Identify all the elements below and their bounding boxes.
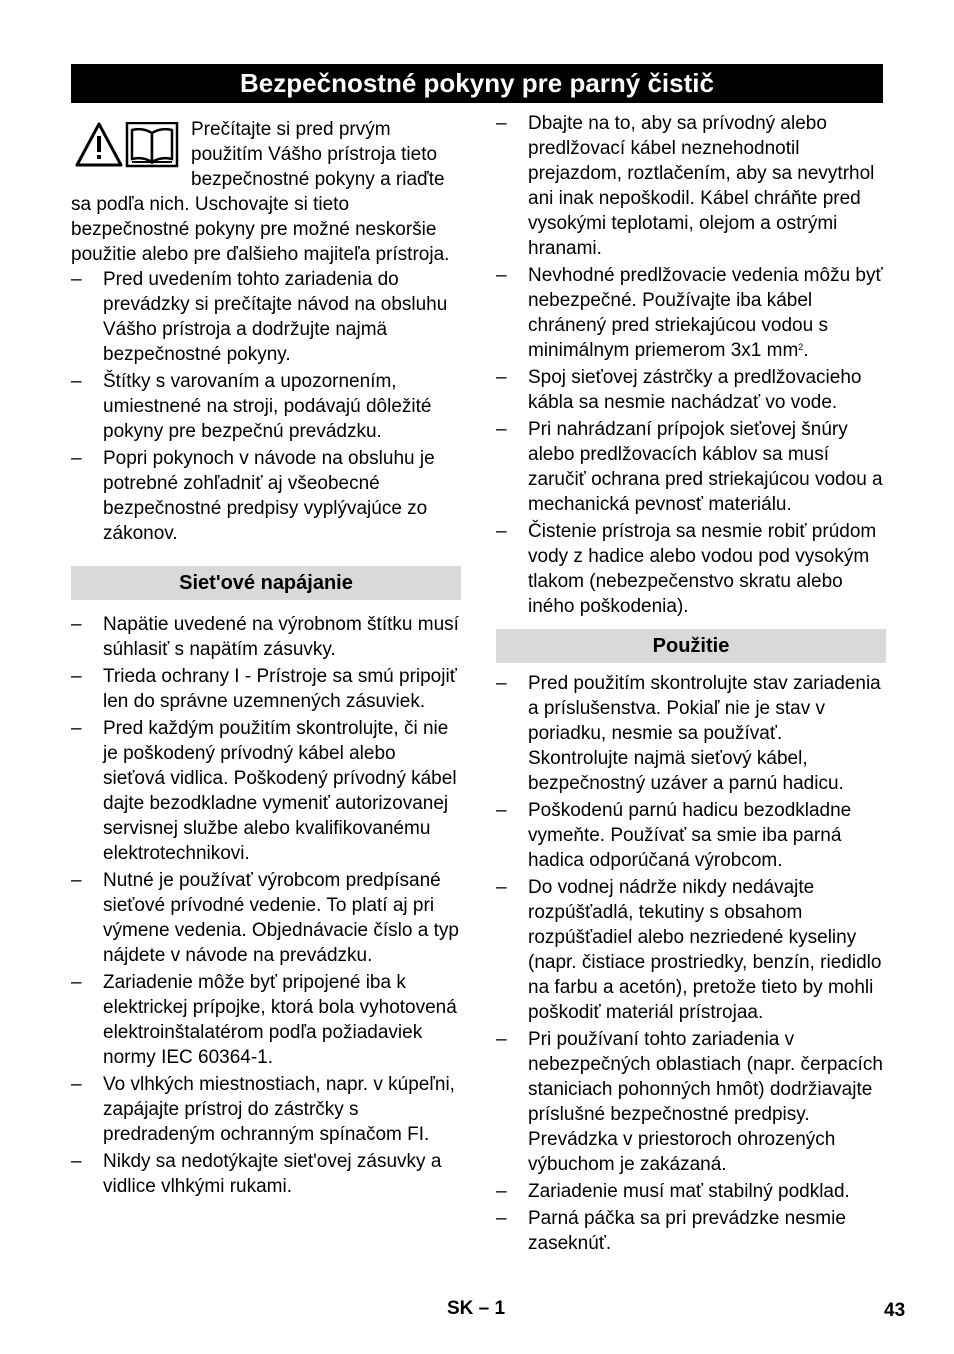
dash: – <box>496 800 507 821</box>
list-item: – Pri používaní tohto zariadenia v nebezpečných oblastiach (napr. čerpacích staniciach pohonných hmôt) dodržiavajte príslušné bezpečnostné predpisy. Prevádzka v priestoroch ohrozených výbuchom je zakázaná. <box>496 1029 883 1175</box>
dash: – <box>71 371 82 392</box>
section-heading-power: Siet'ové napájanie <box>71 566 461 600</box>
list-item: – Pred každým použitím skontrolujte, či nie je poškodený prívodný kábel alebo sieťová vidlica. Poškodený prívodný kábel dajte bezodkladne vymeniť autorizovanej servisnej službe alebo kvalifikovanému elektrotechnikovi. <box>71 718 457 864</box>
list-item: – Čistenie prístroja sa nesmie robiť prúdom vody z hadice alebo vodou pod vysokým tlakom (nebezpečenstvo skratu alebo iného poškodenia). <box>496 521 877 617</box>
dash: – <box>496 113 507 134</box>
dash: – <box>71 269 82 290</box>
dash: – <box>71 718 82 739</box>
dash: – <box>496 1208 507 1229</box>
list-item: – Zariadenie musí mať stabilný podklad. <box>496 1181 850 1202</box>
right-column <box>496 111 886 1258</box>
left-column <box>71 117 461 1201</box>
dash: – <box>496 367 507 388</box>
use-list <box>496 671 886 1256</box>
read-manual-book-icon <box>127 123 177 166</box>
intro-block <box>71 117 461 267</box>
dash: – <box>496 1181 507 1202</box>
list-item: – Popri pokynoch v návode na obsluhu je potrebné zohľadniť aj všeobecné bezpečnostné predpisy vyplývajúce zo zákonov. <box>71 448 435 544</box>
dash: – <box>71 1074 82 1095</box>
dash: – <box>496 265 507 286</box>
list-item: – Pred použitím skontrolujte stav zariadenia a príslušenstva. Pokiaľ nie je stav v poriadku, nesmie sa používať. Skontrolujte najmä sieťový kábel, bezpečnostný uzáver a parnú hadicu. <box>496 673 881 794</box>
list-item: – Poškodenú parnú hadicu bezodkladne vymeňte. Používať sa smie iba parná hadica odporúčaná výrobcom. <box>496 800 852 871</box>
list-item: – Pred uvedením tohto zariadenia do prevádzky si prečítajte návod na obsluhu Vášho prístroja a dodržujte najmä bezpečnostné pokyny. <box>71 269 448 365</box>
intro-list <box>71 267 461 546</box>
warning-triangle-icon <box>77 124 121 165</box>
dash: – <box>71 1151 82 1172</box>
list-item: – Napätie uvedené na výrobnom štítku musí súhlasiť s napätím zásuvky. <box>71 614 459 660</box>
list-item: – Spoj sieťovej zástrčky a predlžovacieho kábla sa nesmie nachádzať vo vode. <box>496 367 862 413</box>
list-item: – Dbajte na to, aby sa prívodný alebo predlžovací kábel neznehodnotil prejazdom, roztlačením, aby sa nevytrhol ani inak nepoškodil. Kábel chráňte pred vysokými teplotami, olejom a ostrými hranami. <box>496 113 875 259</box>
list-item: – Parná páčka sa pri prevádzke nesmie zaseknúť. <box>496 1208 846 1254</box>
list-item: – Trieda ochrany I - Prístroje sa smú pripojiť len do správne uzemnených zásuviek. <box>71 666 457 712</box>
list-item: – Nikdy sa nedotýkajte siet'ovej zásuvky a vidlice vlhkými rukami. <box>71 1151 442 1197</box>
dash: – <box>71 972 82 993</box>
page-title: Bezpečnostné pokyny pre parný čistič <box>71 64 883 103</box>
page-number: 43 <box>884 1300 906 1321</box>
dash: – <box>496 877 507 898</box>
section-heading-use: Použitie <box>496 629 886 663</box>
list-item: – Nutné je používať výrobcom predpísané sieťové prívodné vedenie. To platí aj pri výmene vedenia. Objednávacie číslo a typ nájdete v návode na prevádzku. <box>71 870 459 966</box>
list-item: – Do vodnej nádrže nikdy nedávajte rozpúšťadlá, tekutiny s obsahom rozpúšťadiel alebo nezriedené kyseliny (napr. čistiace prostriedky, benzín, riedidlo na farbu a acetón), pretože tieto by mohli poškodiť materiál prístrojaa. <box>496 877 882 1023</box>
list-item: – Vo vlhkých miestnostiach, napr. v kúpeľni, zapájajte prístroj do zástrčky s predradeným ochranným spínačom FI. <box>71 1074 455 1145</box>
superscript: 2 <box>798 342 804 352</box>
footer-language-label: SK – 1 <box>447 1298 506 1319</box>
dash: – <box>496 419 507 440</box>
cable-list <box>496 111 886 619</box>
list-item: – Pri nahrádzaní prípojok sieťovej šnúry alebo predlžovacích káblov sa musí zaručiť ochrana pred striekajúcou vodou a mechanická pevnosť materiálu. <box>496 419 883 515</box>
dash: – <box>496 521 507 542</box>
dash: – <box>71 666 82 687</box>
dash: – <box>71 448 82 469</box>
dash: – <box>496 1029 507 1050</box>
intro-text: Prečítajte si pred prvým použitím Vášho prístroja tieto bezpečnostné pokyny a riaďte sa podľa nich. Uschovajte si tieto bezpečnostné pokyny pre možné neskoršie použitie alebo pre ďalšieho majiteľa prístroja. <box>71 119 450 265</box>
dash: – <box>496 673 507 694</box>
list-item: – Nevhodné predlžovacie vedenia môžu byť nebezpečné. Používajte iba kábel chránený pred striekajúcou vodou s minimálnym priemerom 3x1 $mm^2$. <box>496 265 883 361</box>
list-item: – Štítky s varovaním a upozornením, umiestnené na stroji, podávajú dôležité pokyny pre bezpečnú prevádzku. <box>71 371 432 442</box>
power-list <box>71 612 461 1199</box>
dash: – <box>71 870 82 891</box>
intro-icons <box>75 122 179 168</box>
list-item: – Zariadenie môže byť pripojené iba k elektrickej prípojke, ktorá bola vyhotovená elektroinštalatérom podľa požiadaviek normy IEC 60364-1. <box>71 972 457 1068</box>
dash: – <box>71 614 82 635</box>
